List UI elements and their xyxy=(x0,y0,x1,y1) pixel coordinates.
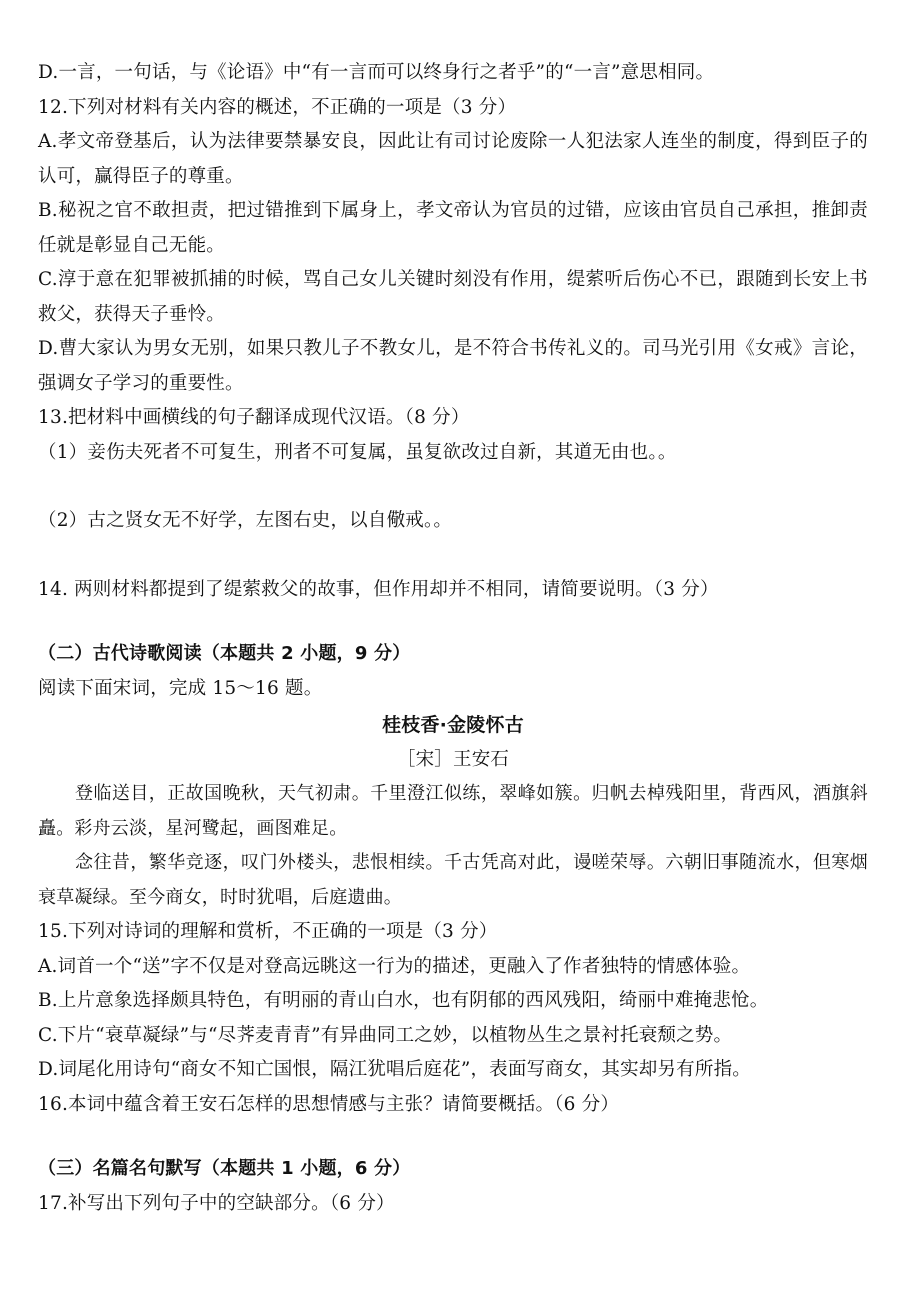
q15-option-d: D.词尾化用诗句“商女不知亡国恨，隔江犹唱后庭花”，表面写商女，其实却另有所指。 xyxy=(38,1059,751,1080)
q15-stem: 15.下列对诗词的理解和赏析，不正确的一项是（3 分） xyxy=(38,921,498,942)
q17-stem: 17.补写出下列句子中的空缺部分。（6 分） xyxy=(38,1192,395,1214)
q16-stem: 16.本词中蕴含着王安石怎样的思想情感与主张？请简要概括。（6 分） xyxy=(38,1093,620,1115)
q12-option-d: D.曹大家认为男女无别，如果只教儿子不教女儿，是不符合书传礼义的。司马光引用《女戒》言论，强调女子学习的重要性。 xyxy=(38,338,868,394)
exam-page xyxy=(38,56,868,1221)
answer-space xyxy=(38,470,868,504)
q12-option-a: A.孝文帝登基后，认为法律要禁暴安良，因此让有司讨论废除一人犯法家人连坐的制度，得到臣子的认可，赢得臣子的尊重。 xyxy=(38,131,868,187)
q13-stem: 13.把材料中画横线的句子翻译成现代汉语。（8 分） xyxy=(38,407,470,428)
section-3-heading: （三）名篇名句默写（本题共 1 小题，6 分） xyxy=(38,1158,411,1179)
q12-stem: 12.下列对材料有关内容的概述，不正确的一项是（3 分） xyxy=(38,96,517,118)
section-2-heading: （二）古代诗歌阅读（本题共 2 小题，9 分） xyxy=(38,643,411,664)
q13-item-2: （2）古之贤女无不好学，左图右史，以自儆戒。。 xyxy=(38,510,453,531)
poem-author: ［宋］王安石 xyxy=(396,748,510,770)
poem-stanza-1: 登临送目，正故国晚秋，天气初肃。千里澄江似练，翠峰如簇。归帆去棹残阳里，背西风，酒旗斜矗。彩舟云淡，星河鹭起，画图难足。 xyxy=(38,783,868,839)
answer-space xyxy=(38,1122,868,1152)
q13-item-1: （1）妾伤夫死者不可复生，刑者不可复属，虽复欲改过自新，其道无由也。。 xyxy=(38,441,677,463)
q12-option-c: C.淳于意在犯罪被抓捕的时候，骂自己女儿关键时刻没有作用，缇萦听后伤心不已，跟随到长安上书救父，获得天子垂怜。 xyxy=(38,269,868,325)
poem-stanza-2: 念往昔，繁华竞逐，叹门外楼头，悲恨相续。千古凭高对此，谩嗟荣辱。六朝旧事随流水，但寒烟衰草凝绿。至今商女，时时犹唱，后庭遗曲。 xyxy=(38,852,868,908)
q15-option-b: B.上片意象选择颇具特色，有明丽的青山白水，也有阴郁的西风残阳，绮丽中难掩悲怆。 xyxy=(38,990,769,1011)
q12-option-b: B.秘祝之官不敢担责，把过错推到下属身上，孝文帝认为官员的过错，应该由官员自己承担，推卸责任就是彰显自己无能。 xyxy=(38,200,868,256)
q15-option-c: C.下片“衰草凝绿”与“尽荠麦青青”有异曲同工之妙，以植物丛生之景衬托衰颓之势。 xyxy=(38,1024,733,1046)
q15-option-a: A.词首一个“送”字不仅是对登高远眺这一行为的描述，更融入了作者独特的情感体验。 xyxy=(38,955,751,977)
poem-title: 桂枝香·金陵怀古 xyxy=(382,714,524,736)
answer-space xyxy=(38,607,868,637)
q14-stem: 14. 两则材料都提到了缇萦救父的故事，但作用却并不相同，请简要说明。（3 分） xyxy=(38,578,719,600)
answer-space xyxy=(38,539,868,573)
q11-option-d: D.一言，一句话，与《论语》中“有一言而可以终身行之者乎”的“一言”意思相同。 xyxy=(38,62,715,83)
section-2-intro: 阅读下面宋词，完成 15～16 题。 xyxy=(38,677,323,699)
